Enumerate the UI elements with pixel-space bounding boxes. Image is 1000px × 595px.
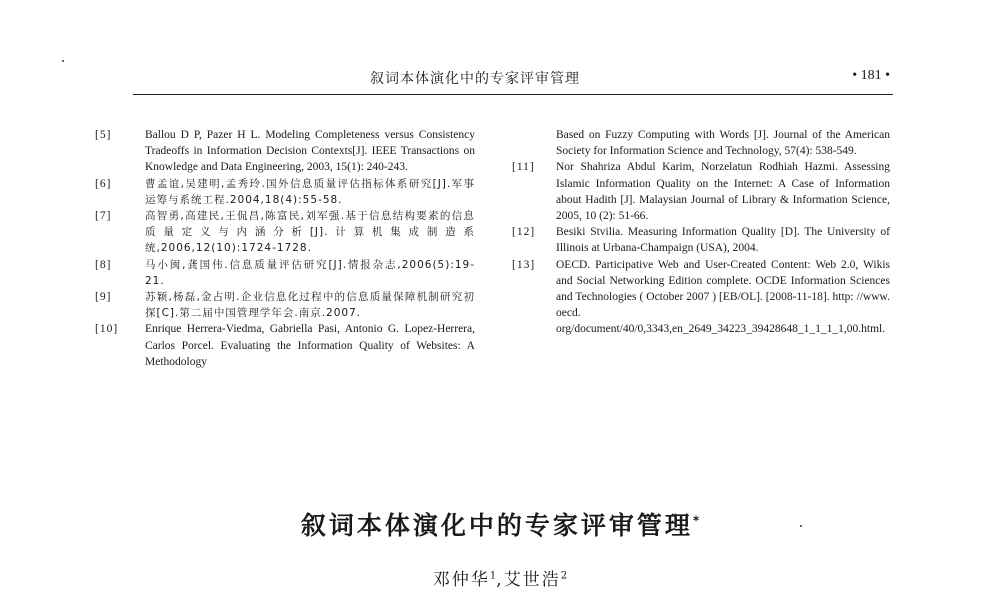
left-reference-column <box>95 127 475 370</box>
reference-text: 马小闽,龚国伟.信息质量评估研究[J].情报杂志,2006(5):19-21. <box>145 258 475 287</box>
author-name: 艾世浩 <box>503 570 561 590</box>
running-title: 叙词本体演化中的专家评审管理 <box>370 71 580 87</box>
reference-number: [12] <box>512 226 536 239</box>
reference-item <box>95 127 475 176</box>
page-number: • 181 • <box>852 68 890 83</box>
article-title-text: 叙词本体演化中的专家评审管理 <box>300 511 693 540</box>
reference-number: [13] <box>512 258 536 271</box>
right-reference-column <box>512 127 890 338</box>
reference-number: [9] <box>95 291 112 304</box>
reference-item <box>95 208 475 257</box>
reference-number: [6] <box>95 177 112 190</box>
author-line <box>0 565 1000 590</box>
reference-text: Ballou D P, Pazer H L. Modeling Completeness versus Consistency Tradeoffs in Information Decision Contexts[J]. IEEE Transactions on Knowledge and Data Engineering, 2003, 15(1): 240-243. <box>145 129 475 174</box>
reference-text: 高智勇,高建民,王侃昌,陈富民,刘军强.基于信息结构要素的信息质量定义与内涵分析[J].计算机集成制造系统,2006,12(10):1724-1728. <box>145 210 475 255</box>
author-separator: , <box>496 570 504 590</box>
reference-text: Enrique Herrera-Viedma, Gabriella Pasi, Antonio G. Lopez-Herrera, Carlos Porcel. Evaluating the Information Quality of Websites: A Methodology <box>145 323 475 368</box>
author-name: 邓仲华 <box>432 570 490 590</box>
reference-item <box>512 159 890 224</box>
article-title <box>0 506 1000 542</box>
scan-speck <box>62 60 64 62</box>
reference-text: Based on Fuzzy Computing with Words [J]. Journal of the American Society for Information Science and Technology, 57(4): 538-549. <box>556 129 890 158</box>
reference-item <box>95 289 475 321</box>
header-rule <box>133 94 893 95</box>
reference-number: [5] <box>95 129 112 141</box>
affiliation-mark: 1 <box>489 570 497 582</box>
reference-number: [8] <box>95 258 112 271</box>
scan-speck <box>800 525 802 527</box>
affiliation-mark: 2 <box>560 570 568 582</box>
running-head <box>210 68 890 90</box>
reference-text: Nor Shahriza Abdul Karim, Norzelatun Rodhiah Hazmi. Assessing Islamic Information Quality on the Internet: A Case of Information about Hadith [J]. Malaysian Journal of Library & Information Science, 2005, 10 (2): 51-66. <box>556 161 890 223</box>
reference-number: [11] <box>512 161 535 174</box>
reference-item <box>95 321 475 370</box>
reference-item <box>95 176 475 208</box>
reference-number: [10] <box>95 323 119 336</box>
reference-text: 苏颖,杨磊,金占明.企业信息化过程中的信息质量保障机制研究初探[C].第二届中国管理学年会.南京.2007. <box>145 291 475 320</box>
reference-text: OECD. Participative Web and User-Created Content: Web 2.0, Wikis and Social Networking Edition complete. OCDE Information Sciences and Technologies ( October 2007 ) [EB/OL]. [2008-11-18]. http: //www. oecd. org/document/40/0,3343,en_2649_34223_39428648_1_1_1_1,00.html. <box>556 258 890 336</box>
reference-item <box>95 257 475 289</box>
reference-item <box>512 257 890 338</box>
reference-text: 曹孟谊,吴建明,孟秀玲.国外信息质量评估指标体系研究[J].军事运筹与系统工程.2004,18(4):55-58. <box>145 177 475 206</box>
reference-item <box>512 224 890 256</box>
reference-continuation <box>512 127 890 159</box>
reference-number: [7] <box>95 210 112 223</box>
reference-text: Besiki Stvilia. Measuring Information Quality [D]. The University of Illinois at Urbana-Champaign (USA), 2004. <box>556 226 890 255</box>
footnote-mark: * <box>692 513 700 528</box>
